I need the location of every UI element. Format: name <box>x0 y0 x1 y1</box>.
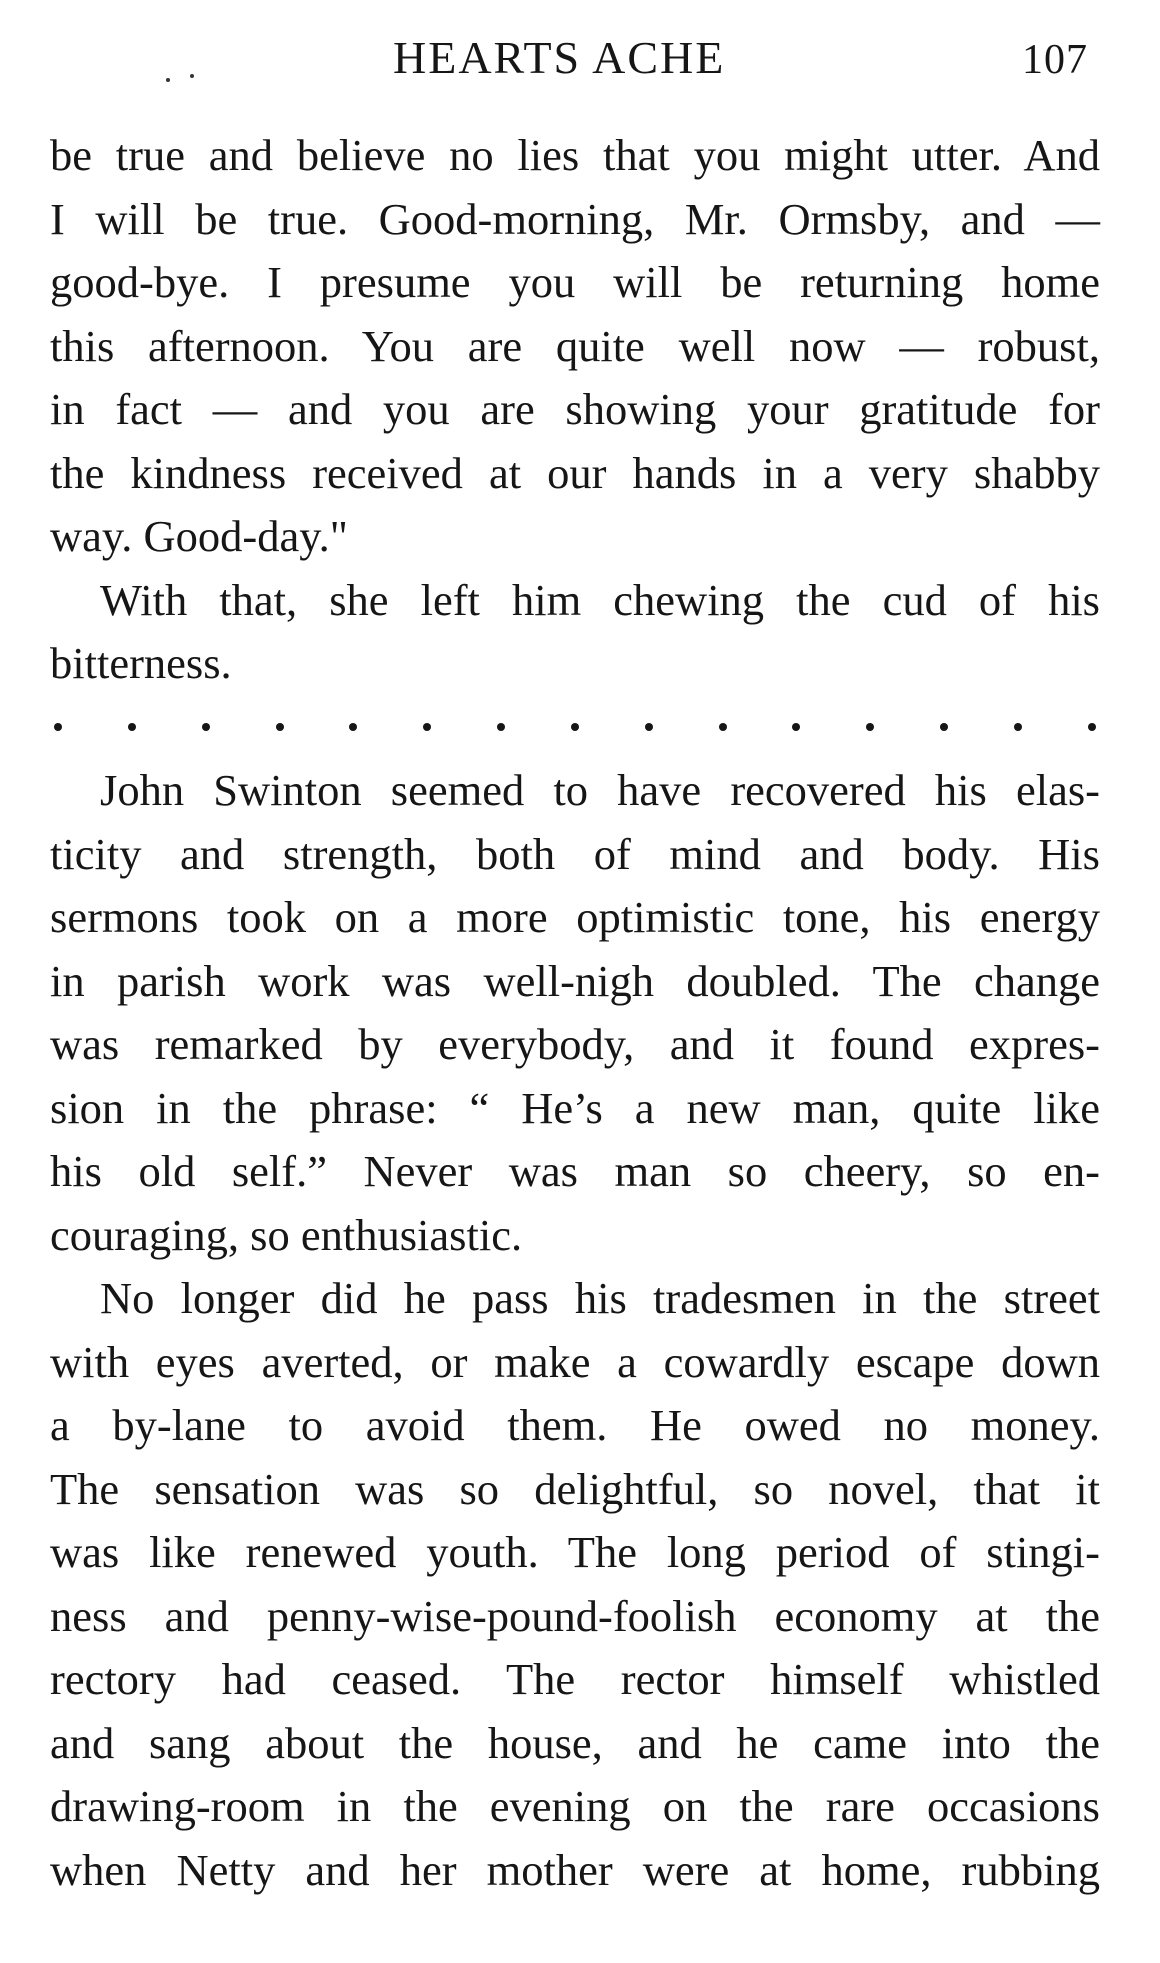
text-line: couraging, so enthusiastic. <box>50 1209 523 1260</box>
section-break-dot <box>54 723 62 731</box>
section-break-dot <box>497 723 505 731</box>
text-line: I will be true. Good-morning, Mr. Ormsby, and — <box>50 193 1100 244</box>
section-break <box>50 696 1100 760</box>
section-break-dot <box>1088 723 1096 731</box>
text-line: The sensation was so delightful, so novel, that it <box>50 1463 1100 1514</box>
section-break-dot <box>571 723 579 731</box>
text-line: in fact — and you are showing your gratitude for <box>50 384 1100 434</box>
text-line: ness and penny-wise-pound-foolish economy at the <box>50 1590 1100 1641</box>
text-line: his old self.” Never was man so cheery, so en- <box>50 1146 1100 1196</box>
section-break-dot <box>1014 723 1022 731</box>
text-line: was like renewed youth. The long period of stingi- <box>50 1527 1100 1577</box>
text-line: and sang about the house, and he came into the <box>50 1717 1100 1768</box>
text-line: sermons took on a more optimistic tone, his energy <box>50 892 1100 942</box>
page-number: 107 <box>1022 37 1088 83</box>
section-break-dot <box>423 723 431 731</box>
section-break-dot <box>866 723 874 731</box>
text-line: a by-lane to avoid them. He owed no money. <box>50 1400 1100 1450</box>
text-line: With that, she left him chewing the cud of his <box>100 574 1100 625</box>
section-break-dot <box>128 723 136 731</box>
section-break-dot <box>276 723 284 731</box>
text-line: when Netty and her mother were at home, rubbing <box>50 1844 1100 1895</box>
section-break-dot <box>202 723 210 731</box>
text-line: in parish work was well-nigh doubled. The change <box>50 955 1100 1006</box>
running-title: HEARTS ACHE <box>393 32 726 83</box>
text-line: with eyes averted, or make a cowardly escape down <box>50 1336 1100 1387</box>
paragraph <box>50 1267 1100 1902</box>
body-text <box>50 124 1100 1902</box>
text-line: sion in the phrase: “ He’s a new man, quite like <box>50 1082 1100 1133</box>
text-line: way. Good-day." <box>50 511 348 561</box>
running-head <box>0 28 1160 88</box>
section-break-dot <box>719 723 727 731</box>
text-line: the kindness received at our hands in a very shabby <box>50 447 1100 498</box>
paragraph <box>50 569 1100 696</box>
text-line: rectory had ceased. The rector himself whistled <box>50 1654 1100 1704</box>
paragraph <box>50 124 1100 569</box>
text-line: was remarked by everybody, and it found expres- <box>50 1019 1100 1069</box>
text-line: this afternoon. You are quite well now — robust, <box>50 320 1100 371</box>
scan-speck <box>190 74 194 78</box>
text-line: No longer did he pass his tradesmen in the street <box>100 1273 1100 1323</box>
section-break-dot <box>940 723 948 731</box>
text-line: John Swinton seemed to have recovered his elas- <box>100 765 1100 815</box>
scan-speck <box>166 78 170 82</box>
text-line: ticity and strength, both of mind and body. His <box>50 828 1100 879</box>
section-break-dot <box>792 723 800 731</box>
text-line: good-bye. I presume you will be returning home <box>50 257 1100 307</box>
section-break-dot <box>645 723 653 731</box>
text-line: be true and believe no lies that you might utter. And <box>50 130 1100 180</box>
text-line: bitterness. <box>50 638 232 688</box>
text-line: drawing-room in the evening on the rare occasions <box>50 1781 1100 1831</box>
section-break-dot <box>349 723 357 731</box>
paragraph <box>50 759 1100 1267</box>
